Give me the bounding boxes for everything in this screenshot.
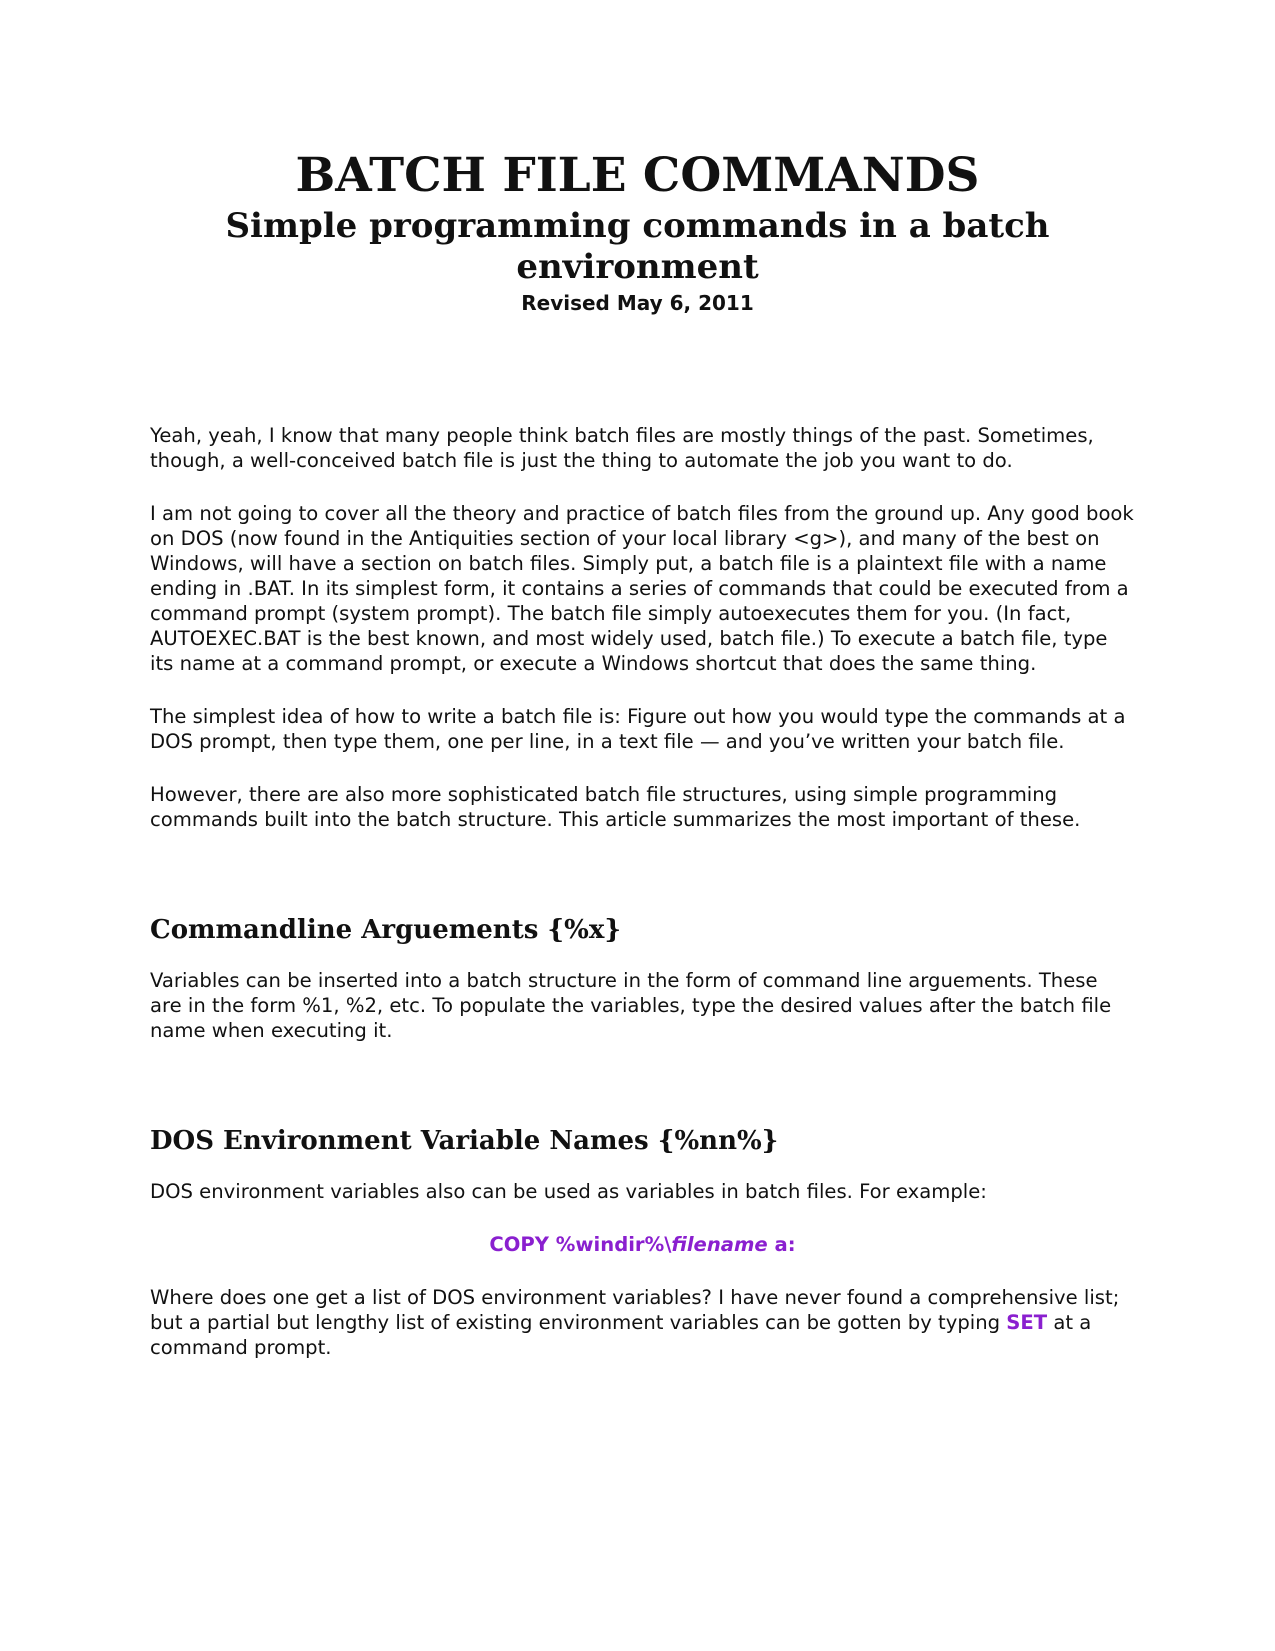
intro-paragraph-3: The simplest idea of how to write a batch file is: Figure out how you would type the commands at a DOS prompt, then type them, one per line, in a text file — and you’ve written your batch file.: [150, 705, 1126, 753]
document-title: BATCH FILE COMMANDS: [295, 148, 980, 203]
revision-date: Revised May 6, 2011: [521, 291, 754, 315]
commandline-arguements-paragraph: Variables can be inserted into a batch structure in the form of command line arguements. These are in the form %1, %2, etc. To populate the variables, type the desired values after the batch file name when executing it.: [150, 969, 1112, 1042]
intro-paragraph-1: Yeah, yeah, I know that many people think batch files are mostly things of the past. Sometimes, though, a well-conceived batch file is just the thing to automate the job you want to do.: [150, 424, 1094, 472]
code-example-copy: [150, 1232, 1135, 1257]
set-keyword: SET: [1006, 1311, 1048, 1334]
document-body: [150, 423, 1135, 1388]
section-heading-environment-variables: DOS Environment Variable Names {%nn%}: [150, 1126, 779, 1156]
title-block: [0, 148, 1275, 315]
intro-paragraph-2: I am not going to cover all the theory and practice of batch files from the ground up. Any good book on DOS (now found in the Antiquities section of your local library <g>), and many of the best on Windows, will have a section on batch files. Simply put, a batch file is a plaintext file with a name ending in .BAT. In its simplest form, it contains a series of commands that could be executed from a command prompt (system prompt). The batch file simply autoexecutes them for you. (In fact, AUTOEXEC.BAT is the best known, and most widely used, batch file.) To execute a batch file, type its name at a command prompt, or execute a Windows shortcut that does the same thing.: [150, 502, 1134, 675]
environment-variables-paragraph-1: DOS environment variables also can be used as variables in batch files. For example:: [150, 1180, 987, 1203]
code-filename: filename: [671, 1233, 768, 1256]
section-heading-commandline-arguements: Commandline Arguements {%x}: [150, 915, 622, 945]
document-subtitle: Simple programming commands in a batch environment: [225, 206, 1050, 287]
environment-variables-paragraph-2: [150, 1285, 1135, 1360]
code-command: COPY %windir%\: [489, 1233, 672, 1256]
para-text-after-keyword: at a command prompt.: [150, 1311, 1092, 1359]
code-target: a:: [767, 1233, 796, 1256]
para-text-before-keyword: Where does one get a list of DOS environment variables? I have never found a comprehensive list; but a partial but lengthy list of existing environment variables can be gotten by typing: [150, 1286, 1120, 1334]
intro-paragraph-4: However, there are also more sophisticated batch file structures, using simple programming commands built into the batch structure. This article summarizes the most important of these.: [150, 783, 1081, 831]
